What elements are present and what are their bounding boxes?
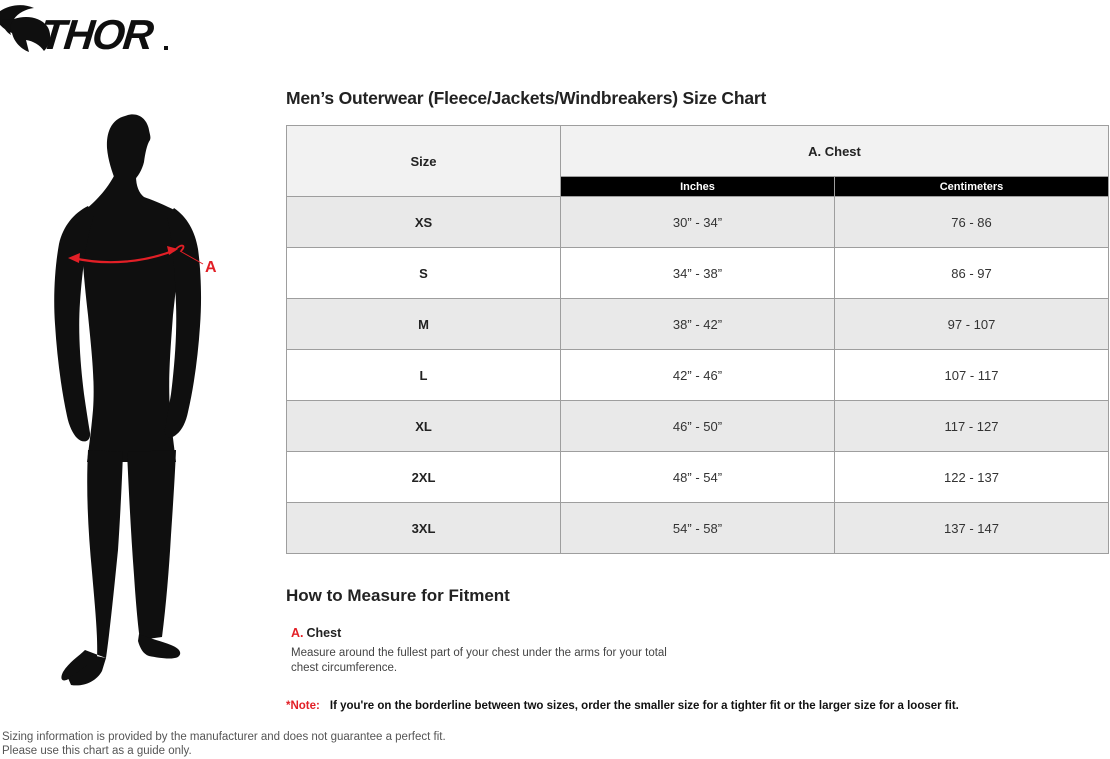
centimeters-cell: 117 - 127 xyxy=(835,401,1109,452)
how-to-measure-heading: How to Measure for Fitment xyxy=(286,586,510,605)
centimeters-cell: 137 - 147 xyxy=(835,503,1109,554)
inches-cell: 34” - 38” xyxy=(561,248,835,299)
centimeters-unit-header: Centimeters xyxy=(835,177,1109,197)
centimeters-cell: 122 - 137 xyxy=(835,452,1109,503)
size-chart-title: Men’s Outerwear (Fleece/Jackets/Windbreakers) Size Chart xyxy=(286,88,767,108)
size-table-body xyxy=(287,197,1109,554)
svg-text:THOR: THOR xyxy=(38,11,155,58)
size-cell: L xyxy=(287,350,561,401)
body-silhouette-figure xyxy=(30,110,260,690)
inches-cell: 38” - 42” xyxy=(561,299,835,350)
disclaimer-line-2: Please use this chart as a guide only. xyxy=(2,744,192,757)
size-table-row xyxy=(287,197,1109,248)
inches-cell: 48” - 54” xyxy=(561,452,835,503)
chest-group-header: A. Chest xyxy=(561,126,1109,177)
size-table-row xyxy=(287,299,1109,350)
measure-key: A. xyxy=(291,626,304,640)
size-cell: 3XL xyxy=(287,503,561,554)
size-cell: S xyxy=(287,248,561,299)
disclaimer-footer xyxy=(2,731,446,758)
size-cell: M xyxy=(287,299,561,350)
centimeters-cell: 76 - 86 xyxy=(835,197,1109,248)
centimeters-cell: 86 - 97 xyxy=(835,248,1109,299)
sizing-note xyxy=(286,700,959,712)
centimeters-cell: 97 - 107 xyxy=(835,299,1109,350)
inches-cell: 46” - 50” xyxy=(561,401,835,452)
inches-unit-header: Inches xyxy=(561,177,835,197)
size-table-row xyxy=(287,401,1109,452)
size-cell: XL xyxy=(287,401,561,452)
thor-logo xyxy=(0,2,200,62)
thor-goat-head-icon xyxy=(0,2,200,62)
size-cell: XS xyxy=(287,197,561,248)
measure-description: Measure around the fullest part of your chest under the arms for your total chest circumference. xyxy=(291,647,667,674)
note-prefix: *Note: xyxy=(286,700,320,712)
measure-item-chest xyxy=(291,624,731,676)
disclaimer-line-1: Sizing information is provided by the manufacturer and does not guarantee a perfect fit. xyxy=(2,731,446,743)
measure-name: Chest xyxy=(306,626,342,640)
centimeters-cell: 107 - 117 xyxy=(835,350,1109,401)
male-silhouette-icon xyxy=(30,110,260,690)
size-table-row xyxy=(287,452,1109,503)
inches-cell: 54” - 58” xyxy=(561,503,835,554)
inches-cell: 42” - 46” xyxy=(561,350,835,401)
measurement-label-a: A xyxy=(205,259,217,276)
size-cell: 2XL xyxy=(287,452,561,503)
size-table-row xyxy=(287,350,1109,401)
size-table xyxy=(286,125,1109,554)
inches-cell: 30” - 34” xyxy=(561,197,835,248)
size-column-header: Size xyxy=(287,126,561,197)
size-table-row xyxy=(287,248,1109,299)
note-text: If you're on the borderline between two sizes, order the smaller size for a tighter fit or the larger size for a looser fit. xyxy=(329,700,959,712)
size-table-row xyxy=(287,503,1109,554)
